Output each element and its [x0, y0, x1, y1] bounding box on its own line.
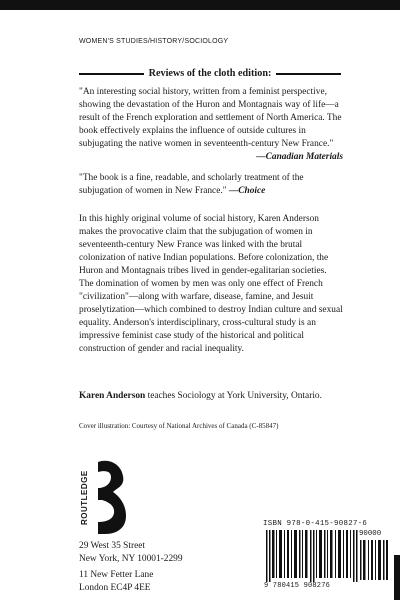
publisher-logo: [80, 458, 130, 536]
publisher-address-us: [79, 540, 183, 566]
address-line: London EC4P 4EE: [79, 583, 151, 593]
author-name: Karen Anderson: [79, 391, 146, 401]
cover-credit: Cover illustration: Courtesy of National Archives of Canada (C-85847): [79, 422, 279, 430]
category-label: WOMEN'S STUDIES/HISTORY/SOCIOLOGY: [79, 38, 229, 45]
knight-logo-icon: [93, 458, 129, 536]
review-quote-2: [79, 172, 343, 198]
book-description: In this highly original volume of social history, Karen Anderson makes the provocative claim that the subjugation of women in seventeenth-century New France was linked with the brutal colonization of native Indian populations. Before colonization, the Huron and Montagnais tribes lived in gender-egalitarian societies. The domination of women by men was only one effect of French "civilization"—along with warfare, disease, famine, and Jesuit proselytization—which combined to destroy Indian culture and sexual equality. Anderson's interdisciplinary, cross-cultural study is an impressive feminist case study of the historical and political construction of gender and racial inequality.: [79, 214, 343, 354]
address-line: 29 West 35 Street: [79, 541, 145, 551]
top-edge-bar: [0, 0, 400, 10]
price-addon-barcode-icon: [360, 540, 390, 580]
review-source: —Choice: [228, 186, 266, 196]
heading-rule-right: [276, 73, 341, 75]
author-bio: teaches Sociology at York University, Ontario.: [145, 391, 322, 401]
price-code: 90000: [359, 530, 382, 538]
author-note: [79, 390, 343, 403]
ean-barcode-icon: [266, 530, 358, 582]
review-quote-1: [79, 86, 343, 164]
review-source: —Canadian Materials: [256, 152, 343, 162]
right-edge-bar: [394, 555, 400, 600]
review-text: "The book is a fine, readable, and scholarly treatment of the subjugation of women in New France.": [79, 173, 304, 196]
heading-rule-left: [79, 73, 144, 75]
address-line: New York, NY 10001-2299: [79, 554, 183, 564]
ean-digits: 9 780415 908276: [264, 582, 331, 590]
address-line: 11 New Fetter Lane: [79, 570, 154, 580]
isbn-barcode: [262, 520, 395, 594]
isbn-label: ISBN 978-0-415-90827-6: [263, 520, 368, 528]
reviews-heading-text: Reviews of the cloth edition:: [148, 68, 272, 79]
review-text: "An interesting social history, written from a feminist perspective, showing the devastation of the Huron and Montagnais way of life—a result of the French exploration and settlement of North America. The book effectively explains the influence of outside cultures in subjugating the native women in seventeenth-century New France.": [79, 87, 342, 149]
publisher-address-uk: [79, 569, 153, 595]
reviews-heading: [79, 68, 341, 79]
publisher-wordmark: ROUTLEDGE: [80, 470, 89, 526]
